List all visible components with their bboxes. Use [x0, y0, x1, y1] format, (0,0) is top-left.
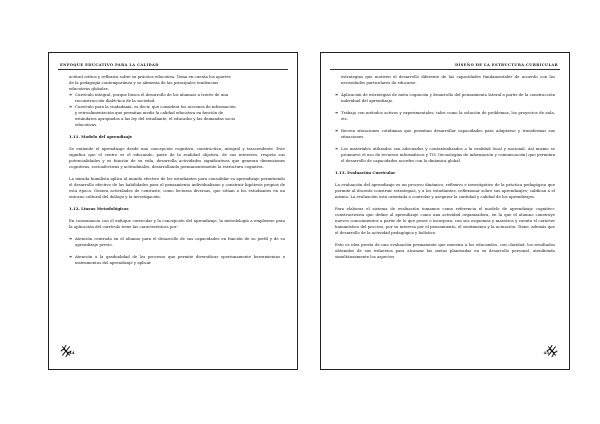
bullet-icon: ❧ [69, 254, 73, 259]
paragraph: En consonancia con el enfoque curricular y la concepción del aprendizaje, la metodología a emplearse para la aplicación del currículo tiene las características por: [69, 218, 285, 229]
section-heading: 1.13. Evaluación Curricular [335, 170, 396, 175]
list-item [335, 146, 555, 164]
bullet-icon: ❧ [69, 104, 73, 109]
bullet-text: Atención centrada en el alumno para el desarrollo de sus capacidades en función de su perfil y de su aprendizaje previo. [75, 236, 285, 247]
text-line: Currículo para la ciudadanía, es decir, que considera los acciones de información [75, 104, 236, 109]
text-line: educativas. [75, 122, 98, 127]
bullet-text: Trabajo con métodos activos y experimentales, tales como la solución de problemas, los proyectos de aula, etc. [341, 110, 555, 121]
text-line: estándares apropiados a las ley del estudiante, el educador y las demandas socio [75, 116, 236, 121]
header-rule [58, 69, 288, 70]
paragraph: Se entiende el aprendizaje desde una concepción cognitiva, constructiva, integral y trascendente. Este significa que el centro es el educando, parte de la realidad objetiva, de sus intereses, respeta sus potencialidades y es función de su vida, desarrolla actividades significativas que generan dimensiones cognitivas, socioafectivas y actitudinales, desarrollando permanentemente la estructura cognitiva. [69, 146, 285, 169]
list-item [69, 104, 285, 128]
right-page [320, 52, 570, 370]
section-heading: 1.11. Modelo del aprendizaje [69, 134, 133, 139]
paragraph: Para elaborar el sistema de evaluación tomamos como referencia el modelo de aprendizaje cognitivo-constructivista que define al aprendizaje como una actividad organizadora, en la que el alumno construye nuevos conocimientos a partir de lo que posee o incorpora, con sus esquemas y maestros y cuenta el carácter humanístico del proceso, por su interesa por el pensamiento, el sentimiento y la actuación. Tiene, además que el desarrollo de la actividad pedagógica y holístico. [335, 206, 555, 235]
bullet-icon: ❧ [335, 110, 339, 115]
list-item [69, 92, 285, 104]
list-item [335, 128, 555, 140]
text-line: reconstrucción dialéctica de la sociedad. [75, 98, 156, 103]
page-number: 44 [69, 350, 75, 355]
text-line: y retroalimentación que permitan medir la calidad educativa en función de [75, 110, 224, 115]
bullet-icon: ❧ [69, 92, 73, 97]
bullet-text: Aplicación de estrategias de meta cognición y desarrollo del pensamiento lateral a partir de la construcción individual del aprendizaje. [341, 92, 555, 103]
running-head: ENFOQUE EDUCATIVO PARA LA CALIDAD [60, 63, 159, 67]
page-body [335, 74, 555, 351]
section-heading: 1.12. Líneas Metodológicas [69, 206, 129, 211]
list-item [69, 236, 285, 248]
bullet-icon: ❧ [335, 92, 339, 97]
bullet-text: Los materiales utilizados son adecuados y contextualizados a la realidad local y nacional. Así mismo se promueve el uso de recursos informáticos y TIC (tecnologías de información y comunicación) que permitan el desarrollo de capacidades acordes con la dinámica global. [341, 146, 555, 163]
paragraph: Esto es idea previa de una evaluación permanente que muestra a los educandos, con claridad, los resultados obtenidos de sus esfuerzos para alcanzar las metas planteadas en su desarrollo personal, atendiendo simultáneamente los aspectos [335, 242, 555, 259]
header-rule [330, 69, 560, 70]
list-item [335, 110, 555, 122]
text-line: actitud crítica y reflexiva sobre su práctica educativa. Toma en cuenta los aportes [69, 74, 231, 79]
list-item [335, 92, 555, 104]
paragraph: La evaluación del aprendizaje es un proceso dinámico, reflexivo e investigativo de la práctica pedagógica que permite al docente construir estrategias, y a los estudiantes, reflexionar sobre sus aprendizajes; califican a el mismo. La evaluación está orientada a controlar y asegurar la cantidad y calidad de los aprendizajes. [335, 182, 555, 199]
paragraph: La mirada humilista aplica al mundo efectivo de los estudiantes para consolidar su aprendizaje permitiendo el desarrollo efectivo de las habilidades para el pensamiento individualismo y construir hipótesis propios de esta época. Genera actividades de contraste, como lecturas diversas, que sitúan a los estudiantes en un entorno cultural del diálogo y la investigación. [69, 176, 285, 199]
bullet-icon: ❧ [335, 146, 339, 151]
text-line: Currículo integral, porque busca el desarrollo de los alumnos a través de una [75, 92, 229, 97]
bullet-text: Recrea situaciones cotidianas que permitan desarrollar capacidades para adaptarse y transformar sus situaciones. [341, 128, 555, 139]
page-body [69, 74, 285, 351]
page-number: 45 [543, 350, 549, 355]
paragraph: estrategias que motiven el desarrollo diferente de las capacidades fundamentales de acuerdo con las necesidades particulares de educarse. [341, 74, 555, 85]
left-page [48, 52, 298, 370]
list-item-continued [335, 74, 555, 86]
list-item [69, 254, 285, 266]
text-line: educativas globales. [69, 86, 110, 91]
text-line: de la pedagogía contemporánea y se alimenta de las principales tendencias [69, 80, 219, 85]
bullet-icon: ❧ [69, 236, 73, 241]
bullet-icon: ❧ [335, 128, 339, 133]
bullet-text: Atención a la gradualidad de los procesos que permite diversificar oportunamente herramientas e instrumentos del aprendizaje y aplicar [75, 254, 285, 265]
running-head: DISEÑO DE LA ESTRUCTURA CURRICULAR [455, 63, 558, 67]
